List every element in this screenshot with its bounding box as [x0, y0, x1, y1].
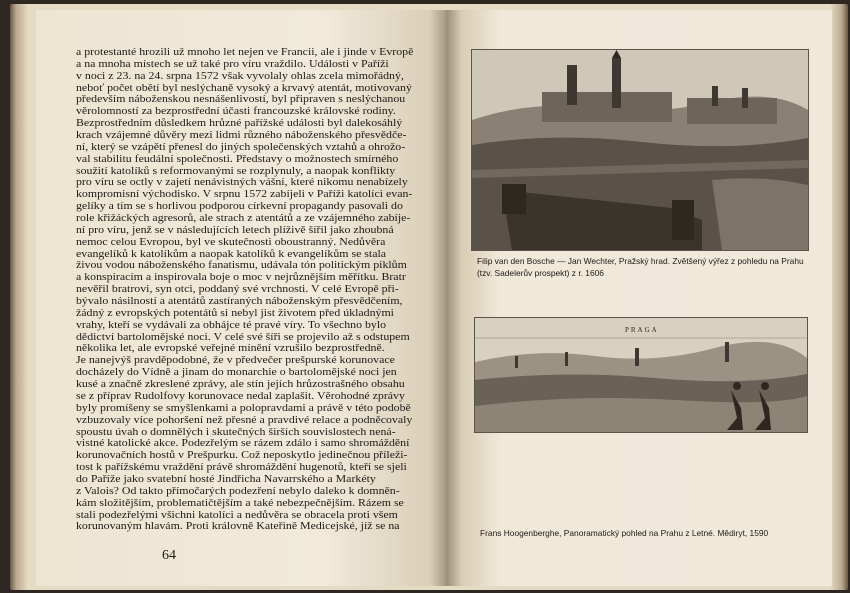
text-line: žádný z evropských potentátů si nebyl jist životem před úkladnými [76, 307, 394, 319]
text-line: evangelíků k katolíkům a naopak katolíků k evangelíkům se stala [76, 248, 387, 260]
text-line: ní pro víru, jenž se v následujících letech plíživě šířil jako zhoubná [76, 224, 394, 236]
text-line: především náboženskou nesnášenlivostí, byl připraven s neslýchanou [76, 94, 406, 106]
text-line: ní, který se vzápětí přenesl do jiných společenských vztahů a ohrožo- [76, 141, 406, 153]
text-line: val stabilitu feudální společnosti. Představy o možnostech smírného [76, 153, 399, 165]
text-line: tost k pařížskému vraždění právě shromáždění hugenotů, kteří se sjeli [76, 462, 407, 474]
text-line: neboť počet obětí byl neslýchaně vysoký a krvavý atentát, motivovaný [76, 82, 412, 94]
engraving-prague-panorama [474, 317, 808, 433]
text-line: kám složitějším, problematičtějším a také nebezpečnějším. Rázem se [76, 497, 404, 509]
figure1-caption [477, 255, 817, 279]
figure1-caption-line1: Filip van den Bosche — Jan Wechter, Pražský hrad. Zvětšený výřez z pohledu na Prahu [477, 256, 804, 266]
text-line: byly promíšeny se smyšlenkami a polopravdami a právě v této podobě [76, 402, 411, 414]
text-line: dědictví bartolomějské noci. V celé své šíři se projevilo až s odstupem [76, 331, 410, 343]
text-line: z Valois? Od takto přímočarých podezření nebylo daleko k domněn- [76, 485, 400, 497]
figure2-caption: Frans Hoogenberghe, Panoramatický pohled na Prahu z Letné. Mědiryt, 1590 [480, 528, 769, 538]
text-line: Bezprostředním důsledkem hrůzné pařížské události byl dalekosáhlý [76, 118, 403, 130]
text-line: korunovačních hostů v Prešpurku. Což neposkytlo jedinečnou příleži- [76, 450, 408, 462]
plate-title: PRAGA [625, 326, 659, 334]
text-line: soužití katolíků s reformovanými se rozplynuly, a naopak konflikty [76, 165, 396, 177]
body-text [76, 47, 432, 533]
text-line: a na mnoha místech se už také pro víru vraždilo. Události v Paříži [76, 58, 389, 70]
text-line: do Paříže jako svatební hosté Jindřicha Navarrského a Markéty [76, 473, 376, 485]
text-line: stali podezřelými všichni katolíci a nedůvěra se obracela proti všem [76, 509, 398, 521]
text-line: krach vzájemné důvěry mezi lidmi různého náboženského přesvědče- [76, 130, 407, 142]
text-line: se z příprav Rudolfovy korunovace nedal zaplašit. Věrohodné zprávy [76, 390, 405, 402]
text-line: několika let, ale evropské veřejné mínění vzrušilo bezprostředně. [76, 343, 385, 355]
text-line: vistné katolické akce. Podezřelým se rázem zdálo i samo shromáždění [76, 438, 410, 450]
text-line: gelíky a tím se s horlivou podporou církevní propagandy pasovali do [76, 201, 403, 213]
text-line: nevěřil bratrovi, syn otci, poddaný své vrchnosti. V celé Evropě při- [76, 284, 399, 296]
text-line: kusé a značně zkreslené zprávy, ale stín jejích hrůzostrašného obsahu [76, 379, 405, 391]
text-line: a konspiracím a inspirovala boje o moc v nejrůznějším měřítku. Bratr [76, 272, 406, 284]
text-line: spoustu úvah o domnělých i skutečných širších souvislostech nená- [76, 426, 396, 438]
figure1-caption-line2: (tzv. Sadelerův prospekt) z r. 1606 [477, 268, 604, 278]
text-line: kompromisní východisko. V srpnu 1572 zabíjeli v Paříži katolíci evan- [76, 189, 413, 201]
text-line: a protestanté hrozili už mnoho let nejen ve Francii, ale i jinde v Evropě [76, 47, 414, 58]
page-number: 64 [162, 548, 176, 563]
text-line: v noci z 23. na 24. srpna 1572 však vyvolaly ohlas zcela mimořádný, [76, 70, 404, 82]
right-page [446, 10, 832, 586]
text-line: nemoc celou Evropou, byl ve skutečnosti oboustranný. Nedůvěra [76, 236, 386, 248]
text-line: docházely do Vídně a jinam do monarchie o bartolomějské noci jen [76, 367, 397, 379]
text-line: věrolomností za bezprostřední účasti francouzské královské rodiny. [76, 106, 396, 118]
text-line: pro víru se octly v zajetí nenávistných vášní, které nikomu nenabízely [76, 177, 408, 189]
text-line: bývalo násilností a atentátů zastíraných náboženským přesvědčením, [76, 296, 403, 308]
text-line: vzbuzovaly více pohoršení než přesné a pravdivé relace a podněcovaly [76, 414, 413, 426]
text-line: Je nanejvýš pravděpodobné, že v předvečer prešpurské korunovace [76, 355, 395, 367]
left-page [36, 10, 446, 586]
text-line: živou vodou náboženského fanatismu, udávala tón politickým piklům [76, 260, 407, 272]
engraving-prague-castle [471, 49, 809, 251]
text-line: role křižáckých agresorů, ale strach z atentátů a ze vzájemného zabíje- [76, 213, 411, 225]
text-line: vrahy, kteří se vydávali za obhájce té pravé víry. To všechno bylo [76, 319, 387, 331]
book-spread [10, 4, 848, 590]
text-line: korunovaným hlavám. Proti královně Kateřině Medicejské, jíž se na [76, 521, 400, 533]
